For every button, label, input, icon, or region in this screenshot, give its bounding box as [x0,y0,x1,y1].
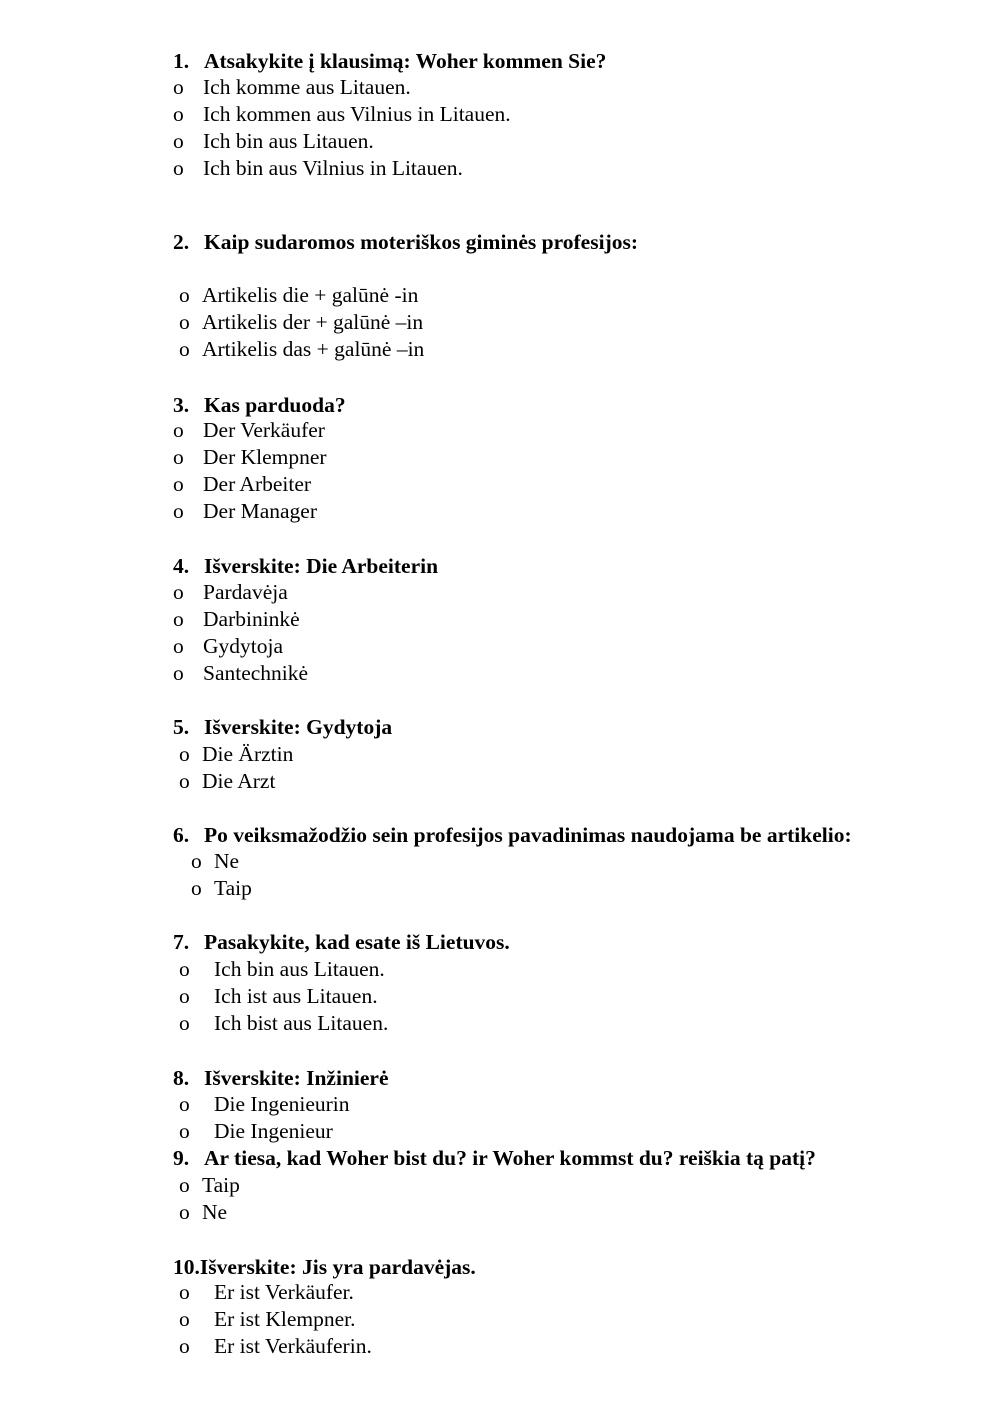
radio-circle-icon[interactable]: o [179,1307,190,1331]
question-number: 7. [173,930,190,954]
radio-circle-icon[interactable]: o [179,283,190,307]
radio-circle-icon[interactable]: o [173,129,184,153]
option-label: Die Ärztin [202,742,294,766]
radio-circle-icon[interactable]: o [173,418,184,442]
question-text: Kaip sudaromos moteriškos giminės profesijos: [204,230,638,254]
radio-circle-icon[interactable]: o [173,580,184,604]
option-label: Darbininkė [203,607,300,631]
question-text: Po veiksmažodžio sein profesijos pavadinimas naudojama be artikelio: [204,823,852,847]
option-label: Der Klempner [203,445,327,469]
radio-circle-icon[interactable]: o [179,337,190,361]
question-text: Kas parduoda? [204,393,346,417]
question-1 [173,48,606,75]
option-label: Die Ingenieurin [214,1092,350,1116]
question-number: 2. [173,230,190,254]
radio-circle-icon[interactable]: o [191,849,202,873]
question-text: Išverskite: Jis yra pardavėjas. [199,1255,476,1279]
question-text: Išverskite: Gydytoja [204,715,393,739]
radio-circle-icon[interactable]: o [179,742,190,766]
question-number: 9. [173,1146,190,1170]
radio-circle-icon[interactable]: o [179,957,190,981]
question-number: 6. [173,823,190,847]
option-label: Ich komme aus Litauen. [203,75,411,99]
question-text: Išverskite: Die Arbeiterin [204,554,439,578]
radio-circle-icon[interactable]: o [173,499,184,523]
option-label: Ich bist aus Litauen. [214,1011,389,1035]
question-text: Pasakykite, kad esate iš Lietuvos. [204,930,510,954]
option-label: Pardavėja [203,580,288,604]
option-label: Ne [202,1200,228,1224]
option-label: Taip [202,1173,240,1197]
option-label: Der Verkäufer [203,418,325,442]
radio-circle-icon[interactable]: o [179,1280,190,1304]
option-label: Ne [214,849,240,873]
radio-circle-icon[interactable]: o [179,769,190,793]
question-6 [173,822,852,849]
radio-circle-icon[interactable]: o [179,1092,190,1116]
option-label: Er ist Verkäuferin. [214,1334,372,1358]
option-label: Ich bin aus Litauen. [214,957,385,981]
option-label: Die Ingenieur [214,1119,333,1143]
question-8 [173,1065,389,1092]
option-label: Gydytoja [203,634,284,658]
option-label: Artikelis der + galūnė –in [202,310,424,334]
option-label: Ich ist aus Litauen. [214,984,378,1008]
question-2 [173,229,638,256]
radio-circle-icon[interactable]: o [179,1173,190,1197]
option-label: Taip [214,876,252,900]
question-10 [173,1254,476,1281]
option-label: Artikelis das + galūnė –in [202,337,425,361]
radio-circle-icon[interactable]: o [179,1119,190,1143]
question-9 [173,1145,816,1172]
question-number: 10. [173,1255,200,1279]
option-label: Ich kommen aus Vilnius in Litauen. [203,102,511,126]
option-label: Santechnikė [203,661,309,685]
question-7 [173,929,510,956]
radio-circle-icon[interactable]: o [173,661,184,685]
option-label: Ich bin aus Vilnius in Litauen. [203,156,463,180]
option-label: Ich bin aus Litauen. [203,129,374,153]
radio-circle-icon[interactable]: o [179,1011,190,1035]
radio-circle-icon[interactable]: o [179,984,190,1008]
radio-circle-icon[interactable]: o [173,156,184,180]
option-label: Er ist Verkäufer. [214,1280,354,1304]
question-text: Išverskite: Inžinierė [204,1066,389,1090]
option-label: Er ist Klempner. [214,1307,356,1331]
question-number: 1. [173,49,190,73]
question-5 [173,714,392,741]
radio-circle-icon[interactable]: o [173,472,184,496]
radio-circle-icon[interactable]: o [179,1334,190,1358]
option-label: Der Arbeiter [203,472,312,496]
question-number: 5. [173,715,190,739]
option-label: Artikelis die + galūnė -in [202,283,419,307]
radio-circle-icon[interactable]: o [179,1200,190,1224]
radio-circle-icon[interactable]: o [173,445,184,469]
radio-circle-icon[interactable]: o [173,634,184,658]
question-text: Atsakykite į klausimą: Woher kommen Sie? [204,49,607,73]
radio-circle-icon[interactable]: o [173,102,184,126]
question-number: 8. [173,1066,190,1090]
question-text: Ar tiesa, kad Woher bist du? ir Woher kommst du? reiškia tą patį? [204,1146,816,1170]
radio-circle-icon[interactable]: o [173,607,184,631]
option-label: Der Manager [203,499,318,523]
radio-circle-icon[interactable]: o [191,876,202,900]
option-label: Die Arzt [202,769,276,793]
question-number: 3. [173,393,190,417]
radio-circle-icon[interactable]: o [179,310,190,334]
question-4 [173,553,438,580]
question-3 [173,392,346,419]
radio-circle-icon[interactable]: o [173,75,184,99]
question-number: 4. [173,554,190,578]
